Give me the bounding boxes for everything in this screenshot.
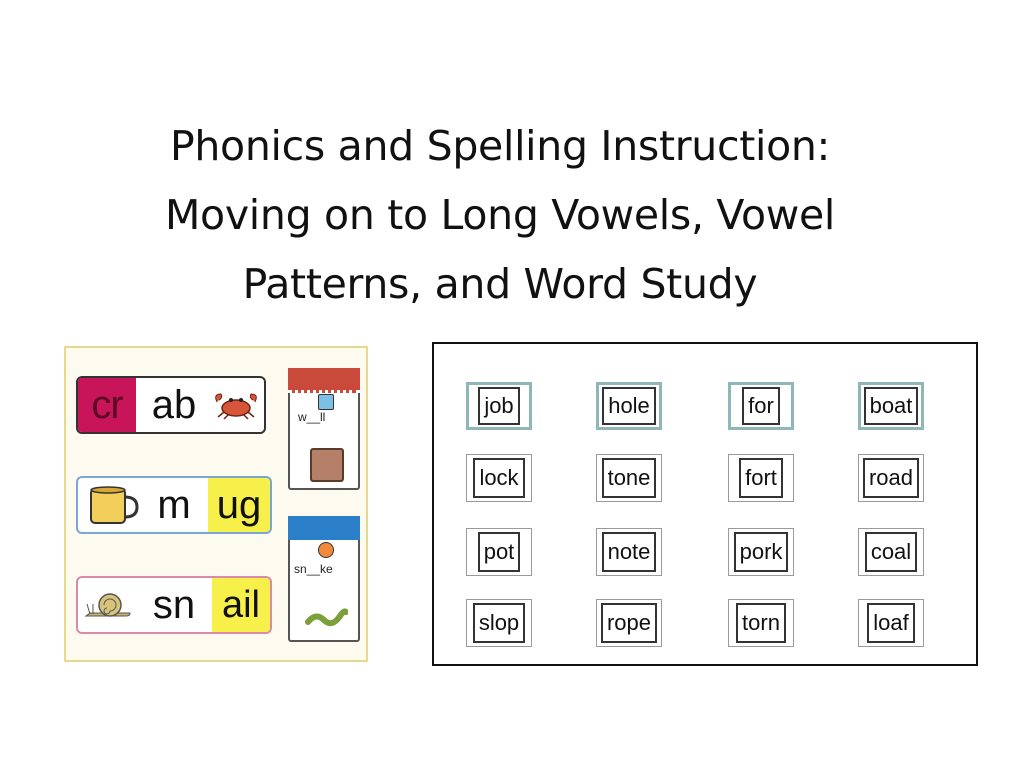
word-text: for <box>742 387 780 425</box>
puzzle-strip-mug <box>76 476 272 534</box>
word-text: boat <box>864 387 919 425</box>
phonics-puzzle-image <box>64 346 368 662</box>
word-card <box>858 599 924 647</box>
puzzle-strip-snail <box>76 576 272 634</box>
orange-bead-icon <box>318 542 334 558</box>
word-text: tone <box>602 458 657 498</box>
onset-tile <box>138 578 210 632</box>
word-card <box>596 599 662 647</box>
word-sort-panel <box>432 342 978 666</box>
word-text: note <box>602 532 657 572</box>
word-card <box>728 528 794 576</box>
rime-text: ail <box>221 583 261 626</box>
title-line-2: Moving on to Long Vowels, Vowel <box>164 191 836 239</box>
rime-tile <box>208 478 270 532</box>
word-text: hole <box>602 387 656 425</box>
rime-text: ab <box>151 382 197 427</box>
well-icon <box>310 448 344 482</box>
rime-tile <box>212 578 270 632</box>
word-card <box>466 382 532 430</box>
card-label-well: w__ll <box>298 410 326 424</box>
word-card <box>466 454 532 502</box>
onset-tile <box>148 478 200 532</box>
slide-title <box>90 112 910 319</box>
word-text: loaf <box>867 603 914 643</box>
word-card <box>596 454 662 502</box>
title-line-1: Phonics and Spelling Instruction: <box>169 122 831 170</box>
snake-icon <box>304 598 348 635</box>
word-card <box>596 382 662 430</box>
word-text: pot <box>478 532 521 572</box>
brick-roof-icon <box>288 368 360 393</box>
word-text: fort <box>739 458 783 498</box>
word-card <box>466 528 532 576</box>
bucket-icon <box>318 394 334 410</box>
word-card <box>728 599 794 647</box>
onset-text: m <box>157 482 191 527</box>
snail-icon <box>80 578 136 632</box>
puzzle-strip-crab <box>76 376 266 434</box>
word-card <box>466 599 532 647</box>
word-text: job <box>478 387 519 425</box>
word-text: coal <box>865 532 917 572</box>
crab-icon <box>208 378 264 432</box>
onset-tile <box>78 378 136 432</box>
card-label-snake: sn__ke <box>294 562 333 576</box>
onset-text: sn <box>152 582 196 627</box>
rime-tile <box>140 378 208 432</box>
word-card <box>858 528 924 576</box>
puzzle-card-snake <box>288 516 360 642</box>
title-line-3: Patterns, and Word Study <box>242 260 758 308</box>
blue-tab-icon <box>288 516 360 540</box>
word-card <box>858 454 924 502</box>
rime-text: ug <box>216 482 262 527</box>
word-card <box>596 528 662 576</box>
word-text: road <box>863 458 919 498</box>
word-card <box>858 382 924 430</box>
word-text: pork <box>734 532 789 572</box>
mug-icon <box>80 478 146 532</box>
word-text: lock <box>473 458 524 498</box>
word-card <box>728 382 794 430</box>
word-text: slop <box>473 603 525 643</box>
word-text: rope <box>601 603 657 643</box>
puzzle-card-well <box>288 368 360 490</box>
word-card <box>728 454 794 502</box>
onset-text: cr <box>91 382 123 427</box>
word-text: torn <box>736 603 786 643</box>
